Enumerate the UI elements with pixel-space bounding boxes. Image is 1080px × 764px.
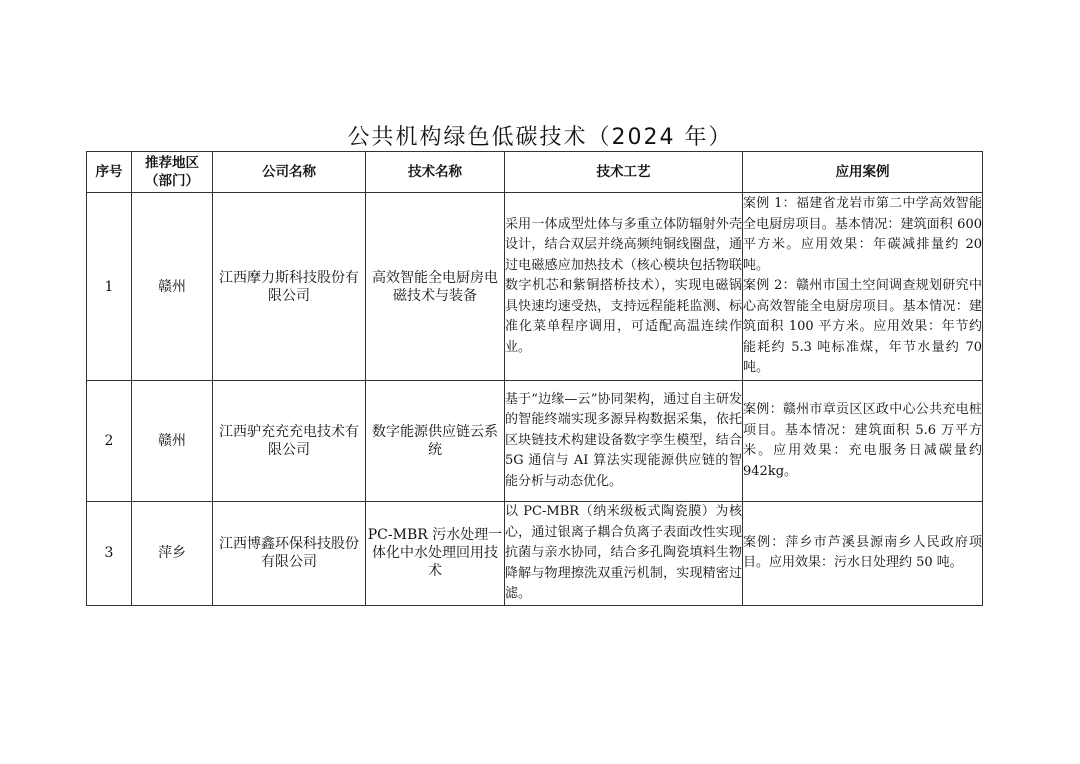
header-company: 公司名称	[213, 152, 366, 193]
row-region: 赣州	[132, 381, 213, 502]
header-region	[132, 152, 213, 193]
row-process: 基于“边缘—云”协同架构，通过自主研发的智能终端实现多源异构数据采集，依托区块链技术构建设备数字孪生模型，结合 5G 通信与 AI 算法实现能源供应链的智能分析与动态优化。	[505, 381, 743, 502]
row-company: 江西驴充充充电技术有限公司	[213, 381, 366, 502]
row-cases	[743, 193, 983, 381]
tech-table	[86, 151, 983, 606]
row-region: 赣州	[132, 193, 213, 381]
case-2: 案例 2：赣州市国土空间调查规划研究中心高效智能全电厨房项目。基本情况：建筑面积 100 平方米。应用效果：年节约能耗约 5.3 吨标准煤，年节水量约 70 吨。	[743, 278, 982, 376]
row-company: 江西摩力斯科技股份有限公司	[213, 193, 366, 381]
row-no: 2	[87, 381, 132, 502]
row-region: 萍乡	[132, 502, 213, 606]
header-process: 技术工艺	[505, 152, 743, 193]
row-company: 江西博鑫环保科技股份有限公司	[213, 502, 366, 606]
page-title: 公共机构绿色低碳技术（2024 年）	[347, 125, 733, 150]
header-cases: 应用案例	[743, 152, 983, 193]
case-1: 案例：萍乡市芦溪县源南乡人民政府项目。应用效果：污水日处理约 50 吨。	[743, 534, 982, 571]
case-1: 案例：赣州市章贡区区政中心公共充电桩项目。基本情况：建筑面积 5.6 万平方米。应用效果：充电服务日减碳量约 942kg。	[743, 402, 982, 479]
table-header-row	[87, 152, 983, 193]
row-process: 采用一体成型灶体与多重立体防辐射外壳设计，结合双层并绕高频纯铜线圈盘，通过电磁感应加热技术（核心模块包括物联数字机芯和紫铜搭桥技术），实现电磁锅具快速均速受热，支持远程能耗监测、标准化菜单程序调用，可适配高温连续作业。	[505, 193, 743, 381]
row-tech: 数字能源供应链云系统	[366, 381, 505, 502]
row-cases	[743, 502, 983, 606]
row-tech: 高效智能全电厨房电磁技术与装备	[366, 193, 505, 381]
header-tech: 技术名称	[366, 152, 505, 193]
row-no: 3	[87, 502, 132, 606]
table-row	[87, 502, 983, 606]
header-region-text: 推荐地区 （部门）	[145, 155, 199, 189]
row-cases	[743, 381, 983, 502]
header-no: 序号	[87, 152, 132, 193]
row-no: 1	[87, 193, 132, 381]
row-tech: PC-MBR 污水处理一体化中水处理回用技术	[366, 502, 505, 606]
row-process: 以 PC-MBR（纳米级板式陶瓷膜）为核心，通过银离子耦合负离子表面改性实现抗菌与亲水协同，结合多孔陶瓷填料生物降解与物理擦洗双重污机制，实现精密过滤。	[505, 502, 743, 606]
case-1: 案例 1：福建省龙岩市第二中学高效智能全电厨房项目。基本情况：建筑面积 600 平方米。应用效果：年碳减排量约 20 吨。	[743, 196, 982, 273]
table-row	[87, 381, 983, 502]
table-row	[87, 193, 983, 381]
